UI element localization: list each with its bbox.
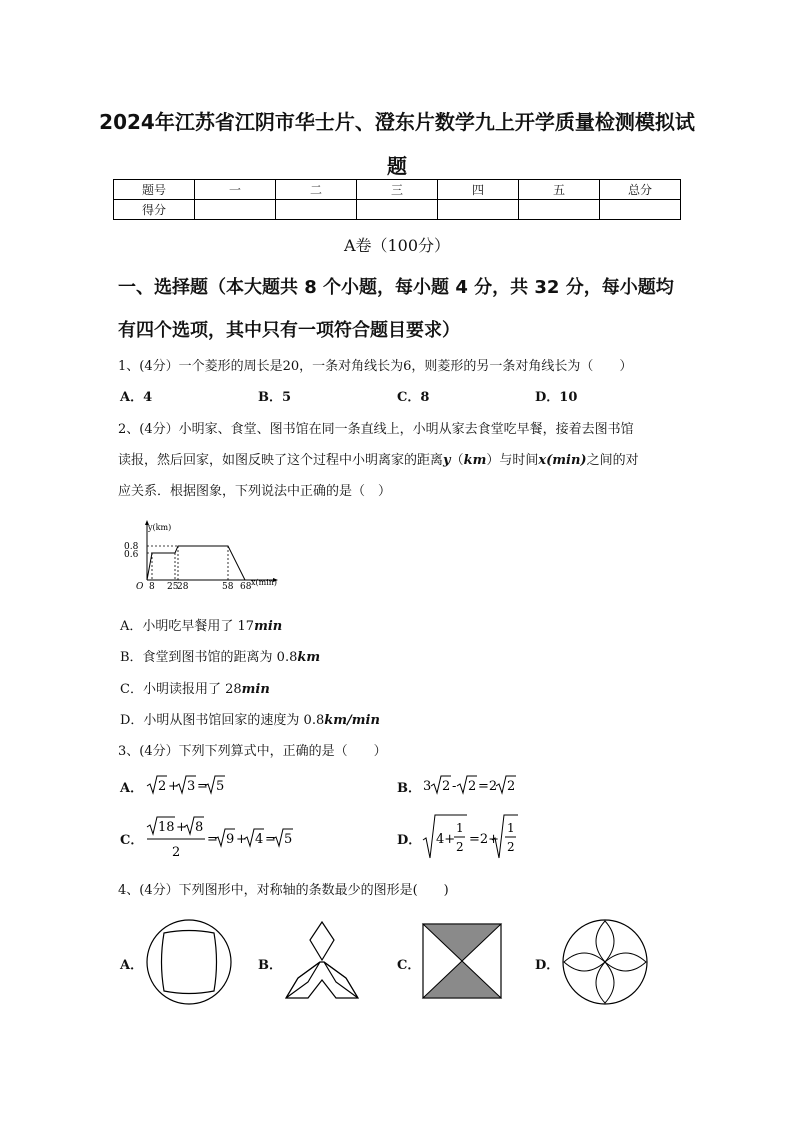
q3-option-c-label[interactable]: C． [120, 833, 144, 848]
q4-figure-b-three-rhombi[interactable] [282, 920, 362, 1002]
q2-var-y: y [443, 453, 451, 468]
q2-unit-km: km [463, 453, 487, 468]
score-cell: 得分 [114, 200, 195, 220]
radicand: 5 [284, 832, 293, 847]
q2-text: （ [450, 453, 464, 468]
q2-option-a[interactable] [120, 615, 282, 634]
x-tick-label: 25 [167, 582, 179, 590]
radicand: 5 [216, 779, 225, 794]
score-input-cell[interactable] [276, 200, 357, 220]
score-input-cell[interactable] [357, 200, 438, 220]
x-tick-label: 68 [240, 582, 252, 590]
radicand: 3 [187, 779, 196, 794]
q2-stem-line1: 2、(4分）小明家、食堂、图书馆在同一条直线上，小明从家去食堂吃早餐，接着去图书馆 [118, 422, 634, 437]
option-text: A．小明吃早餐用了 17 [120, 619, 255, 634]
numerator: 1 [456, 821, 464, 835]
q2-option-b[interactable] [120, 646, 320, 665]
q4-option-b-label[interactable]: B． [258, 958, 282, 973]
score-cell: 三 [357, 180, 438, 200]
radicand: 2 [507, 779, 516, 794]
operator: =2+ [469, 832, 500, 847]
radicand: 2 [442, 779, 451, 794]
score-input-cell[interactable] [600, 200, 681, 220]
score-cell: 题号 [114, 180, 195, 200]
q1-option-a[interactable]: A．4 [120, 390, 153, 405]
operator: - [452, 779, 457, 794]
option-text: D．小明从图书馆回家的速度为 0.8 [120, 713, 325, 728]
radicand: 2 [158, 779, 167, 794]
origin-label: O [136, 582, 144, 590]
petal-shape [605, 953, 646, 971]
q3-option-d-formula[interactable] [421, 812, 531, 862]
operator: = [197, 779, 208, 794]
option-unit: km [297, 650, 321, 665]
q1-option-b[interactable]: B．5 [258, 390, 292, 405]
operator: =2 [478, 779, 498, 794]
option-text: C．小明读报用了 28 [120, 682, 242, 697]
numerator: 1 [507, 821, 515, 835]
option-unit: min [254, 619, 283, 634]
q2-distance-time-graph [118, 518, 288, 590]
score-input-cell[interactable] [519, 200, 600, 220]
q1-option-d[interactable]: D．10 [535, 390, 578, 405]
y-axis-label: y(km) [148, 523, 172, 532]
q4-option-c-label[interactable]: C． [397, 958, 421, 973]
doc-title-line1: 2024年江苏省江阴市华士片、澄东片数学九上开学质量检测模拟试 [99, 110, 695, 134]
term: 4+ [436, 832, 456, 847]
q4-figure-c-hourglass-square[interactable] [421, 922, 503, 1000]
curved-square-shape [162, 931, 217, 994]
x-tick-label: 58 [222, 582, 234, 590]
q3-stem: 3、(4分）下列下列算式中，正确的是（ ） [118, 744, 387, 759]
q4-option-d-label[interactable]: D． [535, 958, 560, 973]
q2-option-c[interactable] [120, 678, 270, 697]
q4-option-a-label[interactable]: A． [120, 958, 144, 973]
distance-line [147, 546, 245, 580]
q3-option-d-label[interactable]: D． [397, 833, 422, 848]
option-text: B．食堂到图书馆的距离为 0.8 [120, 650, 298, 665]
petal-shape [596, 962, 614, 1003]
radicand: 18 [158, 820, 175, 835]
operator: + [168, 779, 179, 794]
score-cell: 总分 [600, 180, 681, 200]
denominator: 2 [456, 840, 464, 854]
circle-shape [147, 920, 231, 1004]
q1-option-c[interactable]: C．8 [397, 390, 430, 405]
paper-part-heading: A卷（100分） [343, 236, 451, 255]
score-table-score-row [114, 200, 681, 220]
q3-option-b-formula[interactable] [421, 772, 521, 798]
q4-figure-d-circle-petals[interactable] [560, 918, 650, 1006]
option-unit: min [241, 682, 270, 697]
q2-text: ）与时间 [486, 453, 539, 468]
q3-option-a-formula[interactable] [145, 772, 235, 798]
doc-title-line2: 题 [387, 154, 407, 178]
operator: + [176, 820, 187, 835]
score-table-header-row [114, 180, 681, 200]
operator: = [265, 832, 276, 847]
q2-option-d[interactable] [120, 709, 380, 728]
score-cell: 四 [438, 180, 519, 200]
score-cell: 二 [276, 180, 357, 200]
radicand: 9 [226, 832, 235, 847]
y-tick-label: 0.6 [124, 550, 139, 560]
operator: + [236, 832, 247, 847]
score-input-cell[interactable] [195, 200, 276, 220]
rhombus-shape [324, 962, 358, 998]
q4-figure-a-circle-square[interactable] [144, 918, 234, 1006]
q3-option-b-label[interactable]: B． [397, 781, 421, 796]
q3-option-c-formula[interactable] [145, 814, 305, 860]
radicand: 4 [255, 832, 264, 847]
q4-stem: 4、(4分）下列图形中，对称轴的条数最少的图形是( ) [118, 883, 449, 898]
score-cell: 一 [195, 180, 276, 200]
q1-stem: 1、(4分）一个菱形的周长是20，一条对角线长为6，则菱形的另一条对角线长为（ ） [118, 359, 633, 374]
denominator: 2 [172, 845, 181, 860]
score-cell: 五 [519, 180, 600, 200]
y-tick-label: 0.8 [124, 542, 139, 552]
q2-stem-line3: 应关系．根据图象，下列说法中正确的是（ ） [118, 484, 392, 499]
q2-stem-line2 [118, 449, 639, 468]
q2-text: 读报，然后回家，如图反映了这个过程中小明离家的距离 [118, 453, 444, 468]
q3-option-a-label[interactable]: A． [120, 781, 144, 796]
q2-var-x: x(min) [538, 453, 587, 468]
section-heading-line1: 一、选择题（本大题共 8 个小题，每小题 4 分，共 32 分，每小题均 [118, 277, 674, 298]
x-tick-label: 8 [149, 582, 155, 590]
x-tick-label: 28 [177, 582, 189, 590]
rhombus-shape [310, 922, 334, 960]
x-axis-label: x(min) [251, 578, 278, 587]
coefficient: 3 [423, 779, 432, 794]
petal-shape [596, 921, 614, 962]
operator: = [207, 832, 218, 847]
rhombus-outline [286, 962, 358, 998]
score-table [113, 179, 681, 220]
option-unit: km/min [324, 713, 380, 728]
denominator: 2 [507, 840, 515, 854]
rhombus-shape [286, 962, 320, 998]
petal-shape [564, 953, 605, 971]
section-heading-line2: 有四个选项，其中只有一项符合题目要求） [118, 320, 460, 341]
score-input-cell[interactable] [438, 200, 519, 220]
q2-text: 之间的对 [586, 453, 639, 468]
radicand: 2 [468, 779, 477, 794]
radicand: 8 [195, 820, 204, 835]
